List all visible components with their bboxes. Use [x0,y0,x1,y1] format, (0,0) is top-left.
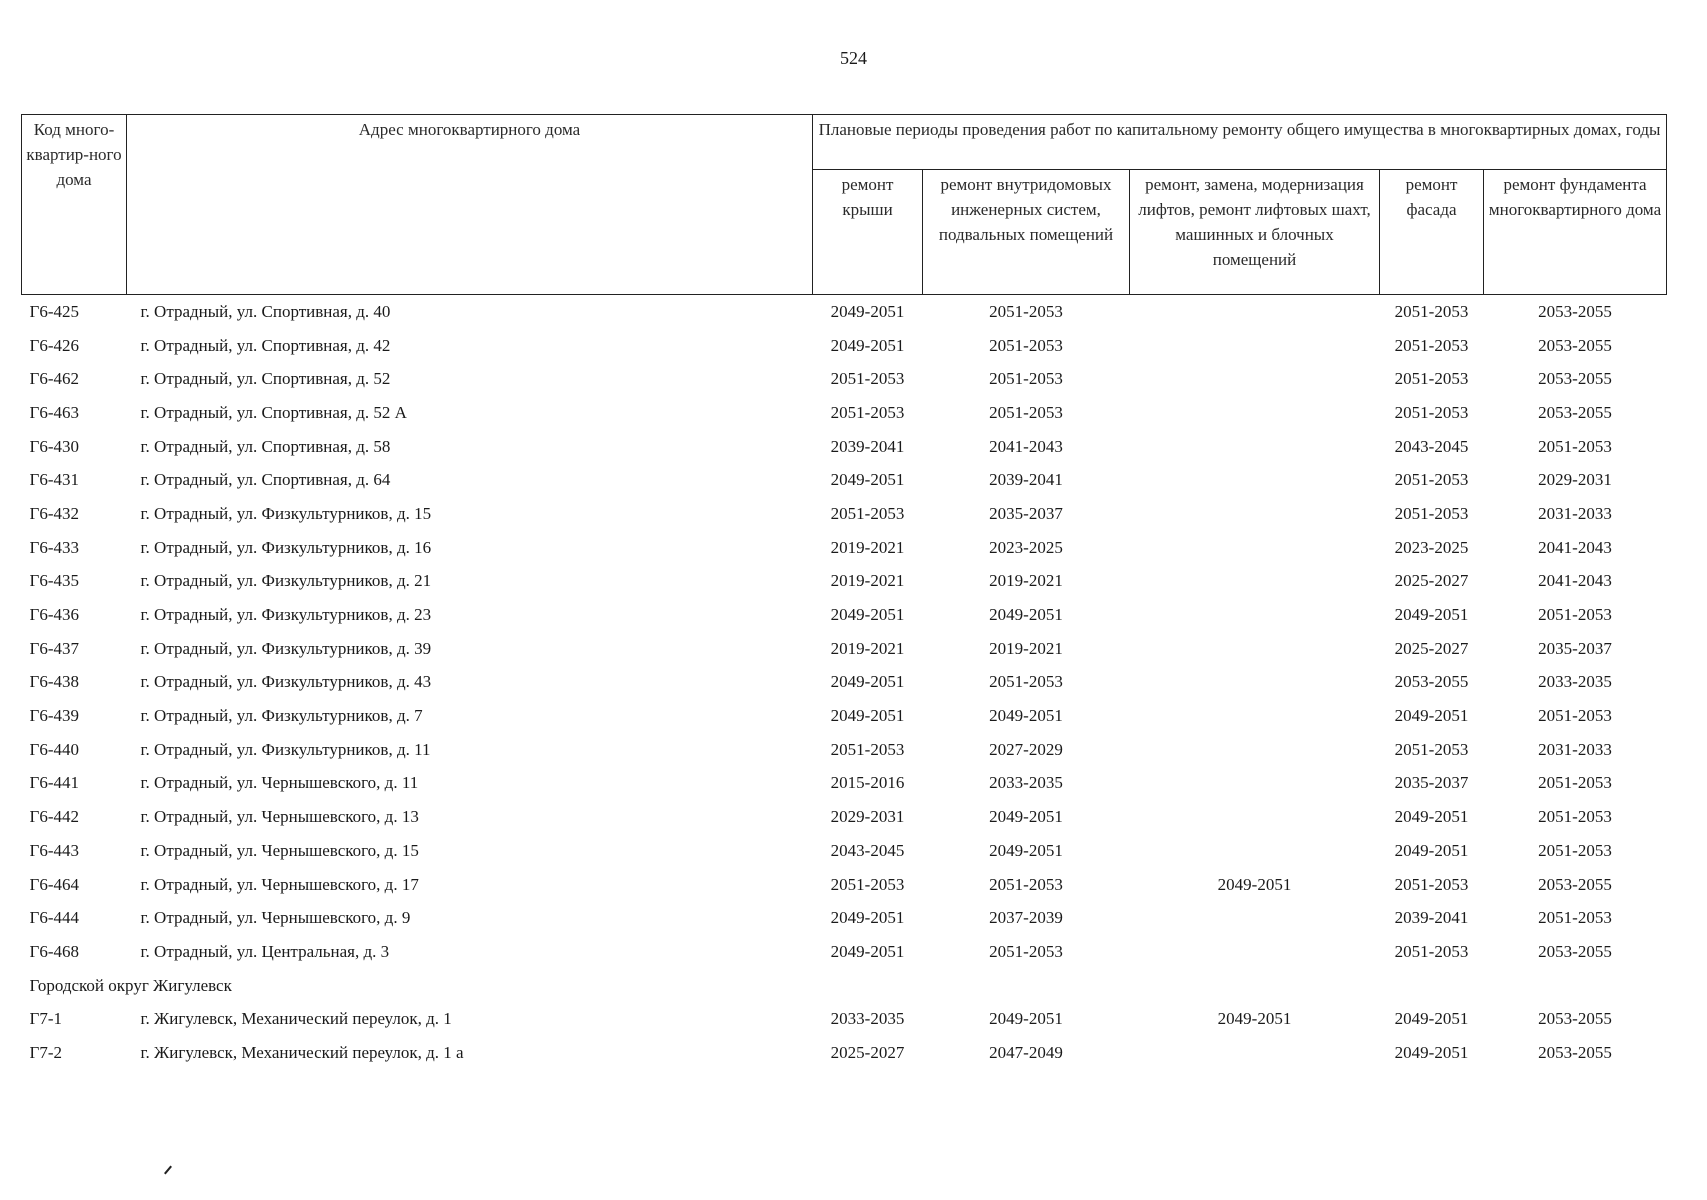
cell-address: г. Отрадный, ул. Спортивная, д. 42 [140,335,391,355]
cell-elevator [1130,901,1380,935]
cell-foundation: 2053-2055 [1538,874,1612,894]
table-row [22,834,1667,868]
cell-roof: 2043-2045 [830,840,905,860]
cell-roof: 2051-2053 [830,503,905,523]
cell-elevator [1130,396,1380,430]
cell-code: Г6-462 [29,369,79,389]
capital-repair-table [21,114,1667,1070]
cell-engineering: 2019-2021 [989,638,1063,658]
cell-facade: 2053-2055 [1394,672,1469,692]
cell-code: Г6-468 [29,941,79,961]
table-header [22,115,1667,295]
header-address: Адрес многоквартирного дома [127,115,813,295]
cell-foundation: 2033-2035 [1538,672,1612,692]
cell-roof: 2049-2051 [830,470,905,490]
cell-code: Г6-443 [29,840,79,860]
table-row [22,1036,1667,1070]
page-number: 524 [840,48,867,68]
cell-roof: 2039-2041 [830,436,905,456]
cell-facade: 2025-2027 [1394,638,1469,658]
cell-foundation: 2051-2053 [1538,807,1612,827]
cell-elevator [1130,565,1380,599]
cell-code: Г6-437 [29,638,79,658]
cell-facade: 2049-2051 [1394,1042,1469,1062]
cell-code: Г6-432 [29,503,79,523]
cell-facade: 2049-2051 [1394,1009,1469,1029]
table-row [22,565,1667,599]
cell-roof: 2015-2016 [830,773,905,793]
cell-elevator [1130,497,1380,531]
cell-address: г. Отрадный, ул. Чернышевского, д. 15 [140,840,419,860]
cell-engineering: 2035-2037 [989,503,1063,523]
cell-roof: 2051-2053 [830,369,905,389]
table-row [22,598,1667,632]
cell-code: Г6-464 [29,874,79,894]
header-roof: ремонт крыши [813,170,923,295]
table-row [22,295,1667,329]
cell-elevator [1130,329,1380,363]
cell-engineering: 2049-2051 [989,807,1063,827]
cell-elevator [1130,666,1380,700]
cell-address: г. Отрадный, ул. Физкультурников, д. 21 [140,571,432,591]
cell-roof: 2051-2053 [830,739,905,759]
cell-roof: 2033-2035 [830,1009,905,1029]
cell-foundation: 2053-2055 [1538,335,1612,355]
cell-roof: 2049-2051 [830,941,905,961]
cell-code: Г6-433 [29,537,79,557]
cell-address: г. Отрадный, ул. Физкультурников, д. 11 [140,739,431,759]
table-body-zhigulevsk [22,1002,1667,1069]
cell-code: Г6-425 [29,301,79,321]
cell-roof: 2049-2051 [830,301,905,321]
cell-elevator [1130,1036,1380,1070]
cell-roof: 2019-2021 [830,638,905,658]
cell-address: г. Отрадный, ул. Чернышевского, д. 13 [140,807,419,827]
cell-foundation: 2053-2055 [1538,402,1612,422]
cell-address: г. Отрадный, ул. Спортивная, д. 58 [140,436,391,456]
cell-engineering: 2027-2029 [989,739,1063,759]
cell-foundation: 2041-2043 [1538,571,1612,591]
cell-elevator [1130,935,1380,969]
cell-elevator [1130,699,1380,733]
cell-engineering: 2051-2053 [989,369,1063,389]
cell-foundation: 2051-2053 [1538,908,1612,928]
table-row [22,699,1667,733]
table-row [22,935,1667,969]
cell-engineering: 2049-2051 [989,1009,1063,1029]
cell-address: г. Отрадный, ул. Физкультурников, д. 43 [140,672,432,692]
cell-engineering: 2033-2035 [989,773,1063,793]
table-row [22,1002,1667,1036]
cell-facade: 2051-2053 [1394,874,1469,894]
cell-elevator [1130,767,1380,801]
header-facade: ремонт фасада [1380,170,1484,295]
cell-elevator [1130,531,1380,565]
cell-foundation: 2051-2053 [1538,840,1612,860]
cell-address: г. Отрадный, ул. Физкультурников, д. 16 [140,537,432,557]
table-row [22,733,1667,767]
cell-code: Г6-442 [29,807,79,827]
table-body-otradny [22,295,1667,969]
cell-code: Г6-439 [29,706,79,726]
table-row [22,362,1667,396]
cell-roof: 2049-2051 [830,706,905,726]
cell-elevator: 2049-2051 [1217,874,1292,894]
cell-elevator [1130,463,1380,497]
cell-facade: 2023-2025 [1394,537,1469,557]
cell-foundation: 2051-2053 [1538,605,1612,625]
cell-address: г. Отрадный, ул. Физкультурников, д. 15 [140,503,432,523]
cell-facade: 2049-2051 [1394,605,1469,625]
cell-elevator [1130,733,1380,767]
cell-foundation: 2051-2053 [1538,706,1612,726]
cell-address: г. Отрадный, ул. Спортивная, д. 64 [140,470,391,490]
cell-engineering: 2051-2053 [989,874,1063,894]
cell-roof: 2049-2051 [830,908,905,928]
cell-address: г. Отрадный, ул. Спортивная, д. 52 А [140,402,407,422]
cell-elevator: 2049-2051 [1217,1009,1292,1029]
cell-foundation: 2051-2053 [1538,436,1612,456]
cell-facade: 2051-2053 [1394,335,1469,355]
cell-facade: 2039-2041 [1394,908,1469,928]
cell-foundation: 2051-2053 [1538,773,1612,793]
header-foundation: ремонт фундамента многоквартирного дома [1484,170,1667,295]
cell-foundation: 2053-2055 [1538,1042,1612,1062]
table-row [22,531,1667,565]
header-engineering: ремонт внутридомовых инженерных систем, подвальных помещений [923,170,1130,295]
cell-roof: 2029-2031 [830,807,905,827]
cell-code: Г7-2 [29,1042,62,1062]
cell-foundation: 2053-2055 [1538,941,1612,961]
cell-facade: 2049-2051 [1394,807,1469,827]
table-row [22,396,1667,430]
cell-elevator [1130,800,1380,834]
table-row [22,767,1667,801]
cell-facade: 2025-2027 [1394,571,1469,591]
header-periods-group: Плановые периоды проведения работ по капитальному ремонту общего имущества в многоквартирных домах, годы [813,115,1667,170]
cell-address: г. Отрадный, ул. Спортивная, д. 40 [140,301,391,321]
cell-code: Г6-444 [29,908,79,928]
cell-engineering: 2051-2053 [989,672,1063,692]
table-row [22,463,1667,497]
table-row [22,632,1667,666]
cell-elevator [1130,632,1380,666]
cell-engineering: 2047-2049 [989,1042,1063,1062]
cell-foundation: 2031-2033 [1538,503,1612,523]
cell-foundation: 2031-2033 [1538,739,1612,759]
cell-foundation: 2041-2043 [1538,537,1612,557]
cell-foundation: 2029-2031 [1538,470,1612,490]
cell-roof: 2049-2051 [830,335,905,355]
table-row [22,868,1667,902]
cell-code: Г6-431 [29,470,79,490]
cell-foundation: 2053-2055 [1538,369,1612,389]
cell-engineering: 2041-2043 [989,436,1063,456]
cell-engineering: 2039-2041 [989,470,1063,490]
cell-code: Г7-1 [29,1009,62,1029]
cell-facade: 2049-2051 [1394,840,1469,860]
cell-facade: 2049-2051 [1394,706,1469,726]
section-title: Городской округ Жигулевск [29,975,232,995]
cell-elevator [1130,598,1380,632]
cell-roof: 2049-2051 [830,672,905,692]
table-section-zhigulevsk [22,969,1667,1003]
cell-roof: 2019-2021 [830,537,905,557]
cell-code: Г6-440 [29,739,79,759]
cell-code: Г6-430 [29,436,79,456]
section-row [22,969,1667,1003]
cell-facade: 2051-2053 [1394,369,1469,389]
cell-facade: 2051-2053 [1394,301,1469,321]
cell-roof: 2051-2053 [830,874,905,894]
cell-facade: 2051-2053 [1394,402,1469,422]
cell-code: Г6-435 [29,571,79,591]
cell-engineering: 2051-2053 [989,402,1063,422]
cell-engineering: 2049-2051 [989,840,1063,860]
table-row [22,430,1667,464]
cell-address: г. Отрадный, ул. Физкультурников, д. 7 [140,706,423,726]
cell-facade: 2035-2037 [1394,773,1469,793]
cell-code: Г6-436 [29,605,79,625]
cell-engineering: 2049-2051 [989,706,1063,726]
header-elevator: ремонт, замена, модернизация лифтов, ремонт лифтовых шахт, машинных и блочных помещений [1130,170,1380,295]
cell-roof: 2025-2027 [830,1042,905,1062]
cell-address: г. Отрадный, ул. Физкультурников, д. 23 [140,605,432,625]
header-code: Код много-квартир-ного дома [22,115,127,295]
table-row [22,800,1667,834]
cell-engineering: 2051-2053 [989,941,1063,961]
cell-address: г. Жигулевск, Механический переулок, д. 1 [140,1009,452,1029]
cell-foundation: 2053-2055 [1538,1009,1612,1029]
cell-address: г. Отрадный, ул. Чернышевского, д. 17 [140,874,419,894]
cell-facade: 2051-2053 [1394,470,1469,490]
cell-foundation: 2035-2037 [1538,638,1612,658]
cell-code: Г6-438 [29,672,79,692]
cell-code: Г6-426 [29,335,79,355]
cell-elevator [1130,834,1380,868]
cell-address: г. Отрадный, ул. Центральная, д. 3 [140,941,390,961]
cell-elevator [1130,430,1380,464]
cell-facade: 2051-2053 [1394,503,1469,523]
cell-engineering: 2019-2021 [989,571,1063,591]
table-row [22,666,1667,700]
table-row [22,497,1667,531]
cell-facade: 2043-2045 [1394,436,1469,456]
cell-address: г. Отрадный, ул. Чернышевского, д. 11 [140,773,419,793]
cell-engineering: 2051-2053 [989,335,1063,355]
cell-roof: 2019-2021 [830,571,905,591]
cell-roof: 2049-2051 [830,605,905,625]
cell-roof: 2051-2053 [830,402,905,422]
cell-facade: 2051-2053 [1394,941,1469,961]
table-row [22,329,1667,363]
cell-engineering: 2037-2039 [989,908,1063,928]
cell-code: Г6-441 [29,773,79,793]
cell-elevator [1130,362,1380,396]
table-row [22,901,1667,935]
cell-elevator [1130,295,1380,329]
cell-foundation: 2053-2055 [1538,301,1612,321]
cell-address: г. Отрадный, ул. Спортивная, д. 52 [140,369,391,389]
cell-facade: 2051-2053 [1394,739,1469,759]
cell-engineering: 2049-2051 [989,605,1063,625]
pen-mark [164,1166,172,1175]
cell-address: г. Жигулевск, Механический переулок, д. 1 а [140,1042,464,1062]
cell-address: г. Отрадный, ул. Физкультурников, д. 39 [140,638,432,658]
cell-address: г. Отрадный, ул. Чернышевского, д. 9 [140,908,411,928]
cell-code: Г6-463 [29,402,79,422]
cell-engineering: 2051-2053 [989,301,1063,321]
cell-engineering: 2023-2025 [989,537,1063,557]
